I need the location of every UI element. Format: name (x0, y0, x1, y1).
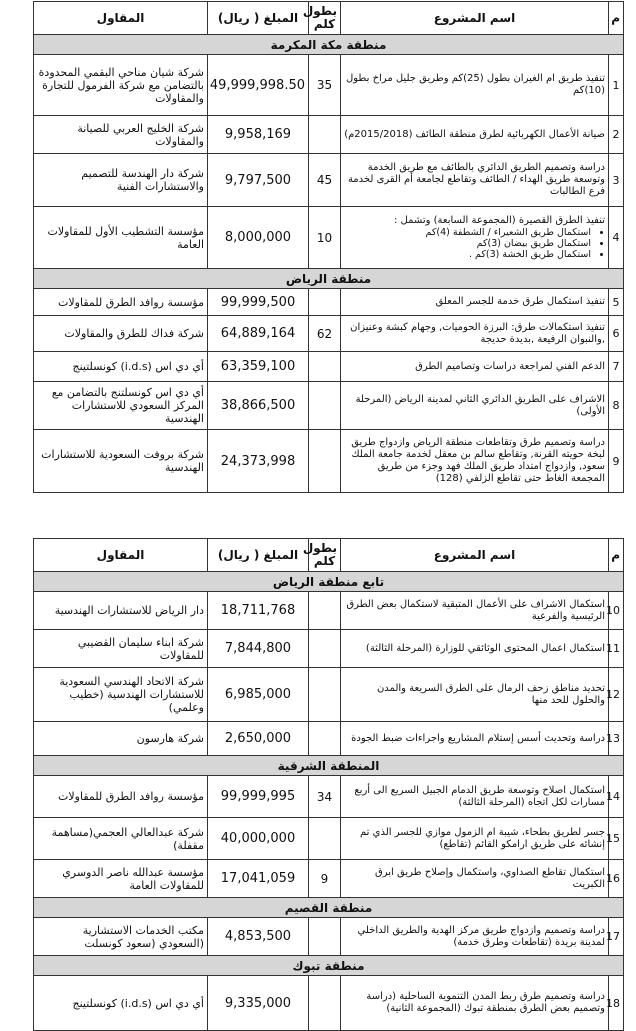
contractor-name: شركة دار الهندسة للتصميم والاستشارات الفنية (34, 154, 208, 207)
table-row (34, 154, 624, 207)
length-km (309, 289, 341, 316)
project-name (341, 289, 609, 316)
contractor-name: شركة عبدالعالي العجمي(مساهمة مقفلة) (34, 818, 208, 860)
row-number: 1 (609, 55, 624, 116)
table-row (34, 430, 624, 493)
amount-sar: 17,041,059 (208, 860, 309, 898)
project-text: تنفيذ طريق ام الغيران بطول (25)كم وطريق جليل مراخ بطول (10)كم (345, 73, 605, 96)
length-km (309, 430, 341, 493)
length-km (309, 592, 341, 630)
region-row (34, 756, 624, 776)
amount-sar: 6,985,000 (208, 668, 309, 722)
contractor-name: أي دي اس كونسلتنج بالتضامن مع المركز السعودي للاستشارات الهندسية (34, 382, 208, 430)
row-number: 10 (609, 592, 624, 630)
contractor-name: مؤسسة روافد الطرق للمقاولات (34, 776, 208, 818)
length-km (309, 382, 341, 430)
row-number: 13 (609, 722, 624, 756)
index-header: م (609, 539, 624, 572)
table-row (34, 776, 624, 818)
row-number: 6 (609, 316, 624, 352)
length-header: بطول كلم (309, 539, 341, 572)
contracts-table-1 (33, 1, 624, 493)
table-row (34, 630, 624, 668)
project-name (341, 668, 609, 722)
row-number: 11 (609, 630, 624, 668)
length-km: 62 (309, 316, 341, 352)
contractor-header: المقاول (34, 2, 208, 35)
project-bullets (344, 227, 605, 260)
project-name (341, 818, 609, 860)
table-row (34, 668, 624, 722)
contractor-name: دار الرياض للاستشارات الهندسية (34, 592, 208, 630)
contractor-name: شركة الخليج العربي للصيانة والمقاولات (34, 116, 208, 154)
contractor-name: شركة ابناء سليمان القضيبي للمقاولات (34, 630, 208, 668)
amount-header: المبلغ ( ريال) (208, 2, 309, 35)
row-number: 15 (609, 818, 624, 860)
row-number: 4 (609, 207, 624, 269)
project-text: دراسة وتحديث أسس إستلام المشاريع واجراءات ضبط الجودة (351, 732, 605, 744)
region-row (34, 269, 624, 289)
amount-sar: 2,650,000 (208, 722, 309, 756)
amount-sar: 9,958,169 (208, 116, 309, 154)
amount-sar: 49,999,998.50 (208, 55, 309, 116)
project-text: تنفيذ استكمال طرق خدمة للجسر المعلق (435, 296, 605, 307)
project-text: تحديد مناطق زحف الرمال على الطرق السريعة والمدن والحلول للحد منها (376, 682, 605, 706)
project-name (341, 722, 609, 756)
row-number: 7 (609, 352, 624, 382)
project-name (341, 55, 609, 116)
length-km (309, 818, 341, 860)
row-number: 2 (609, 116, 624, 154)
length-km (309, 668, 341, 722)
region-row (34, 572, 624, 592)
table-row (34, 207, 624, 269)
project-name (341, 207, 609, 269)
region-title: منطقة مكة المكرمة (34, 35, 624, 55)
amount-sar: 8,000,000 (208, 207, 309, 269)
project-name (341, 316, 609, 352)
table-row (34, 918, 624, 956)
header-row (34, 539, 624, 572)
contracts-table-2 (33, 538, 624, 1031)
project-bullet: • استكمال طريق بيضان (3)كم (344, 238, 591, 249)
length-km (309, 722, 341, 756)
amount-header: المبلغ ( ريال) (208, 539, 309, 572)
project-text: تنفيذ استكمالات طرق: البرزة الحوميات, وجهام كبشة وعنيزان ,والنبوان الرفيعة ,بديدة حديجة (350, 321, 605, 345)
amount-sar: 24,373,998 (208, 430, 309, 493)
length-header: بطول كلم (309, 2, 341, 35)
table-row (34, 592, 624, 630)
length-km (309, 976, 341, 1031)
row-number: 14 (609, 776, 624, 818)
contractor-name: شركة فداك للطرق والمقاولات (34, 316, 208, 352)
region-title: منطقة تبوك (34, 956, 624, 976)
length-km (309, 630, 341, 668)
project-name (341, 116, 609, 154)
project-text: تنفيذ الطرق القصيرة (المجموعة السابعة) وتشمل : (394, 215, 605, 226)
amount-sar: 38,866,500 (208, 382, 309, 430)
contractor-name: شركة هارسون (34, 722, 208, 756)
project-text: دراسة وتصميم الطريق الدائري بالطائف مع طريق الخدمة وتوسعة طريق الهداء / الطائف وتقاطع لجامعة أم القرى لخدمة فرع الطالبات (347, 162, 605, 197)
project-text: صيانة الأعمال الكهربائية لطرق منطقة الطائف (2015/2018م) (344, 128, 605, 140)
region-title: تابع منطقة الرياض (34, 572, 624, 592)
row-number: 16 (609, 860, 624, 898)
table-row (34, 722, 624, 756)
project-name (341, 352, 609, 382)
amount-sar: 4,853,500 (208, 918, 309, 956)
contractor-name: أي دي اس (i.d.s) كونسلتينج (34, 352, 208, 382)
project-name (341, 976, 609, 1031)
table-row (34, 818, 624, 860)
project-text: دراسة وتصميم طرق ربط المدن التنموية الساحلية (دراسة وتصميم بعض الطرق بمنطقة تبوك (المجموعة الثانية) (366, 991, 605, 1014)
row-number: 12 (609, 668, 624, 722)
region-title: منطقة القصيم (34, 898, 624, 918)
row-number: 9 (609, 430, 624, 493)
amount-sar: 99,999,995 (208, 776, 309, 818)
project-name (341, 382, 609, 430)
contractor-header: المقاول (34, 539, 208, 572)
contractor-name: شركة شيان مناحي البقمي المحدودة بالتضامن مع شركة الفرمول للتجارة والمقاولات (34, 55, 208, 116)
length-km: 35 (309, 55, 341, 116)
project-text: دراسة وتصميم وازدواج طريق مركز الهدية والطريق الداخلي لمدينة بريدة (تقاطعات وطرق خدمة) (357, 924, 605, 948)
project-text: استكمال تقاطع الصداوي، واستكمال وإصلاح طريق ابرق الكبريت (374, 866, 605, 890)
project-text: استكمال الاشراف على الأعمال المتبقية لاستكمال بعض الطرق الرئيسية والفرعية (346, 598, 605, 622)
project-text: دراسة وتصميم طرق وتقاطعات منطقة الرياض وازدواج طريق لبخة حويته القرنة, وتقاطع سالم بن معقل لخدمة جامعة الملك سعود, وازدواج امتداد طريق الملك فهد وجزء من طريق المجمعة الغاط حتى تقاطع الزلفي (128) (351, 437, 605, 484)
contractor-name: مكتب الخدمات الاستشارية (السعودي (سعود كونسلت (34, 918, 208, 956)
region-row (34, 898, 624, 918)
amount-sar: 64,889,164 (208, 316, 309, 352)
project-name (341, 430, 609, 493)
length-km: 9 (309, 860, 341, 898)
project-bullet: • استكمال طريق الشعيراء / الشطفة (4)كم (344, 227, 591, 238)
row-number: 5 (609, 289, 624, 316)
table-row (34, 316, 624, 352)
contractor-name: مؤسسة روافد الطرق للمقاولات (34, 289, 208, 316)
project-name (341, 592, 609, 630)
amount-sar: 63,359,100 (208, 352, 309, 382)
row-number: 17 (609, 918, 624, 956)
length-km (309, 918, 341, 956)
table-row (34, 289, 624, 316)
amount-sar: 9,797,500 (208, 154, 309, 207)
amount-sar: 18,711,768 (208, 592, 309, 630)
region-row (34, 35, 624, 55)
table-row (34, 55, 624, 116)
contractor-name: شركة الاتحاد الهندسي السعودية للاستشارات الهندسية (خطيب وعلمي) (34, 668, 208, 722)
table-row (34, 352, 624, 382)
table-row (34, 382, 624, 430)
project-name (341, 154, 609, 207)
row-number: 3 (609, 154, 624, 207)
table-row (34, 860, 624, 898)
length-km (309, 116, 341, 154)
amount-sar: 9,335,000 (208, 976, 309, 1031)
length-km: 45 (309, 154, 341, 207)
header-row (34, 2, 624, 35)
region-row (34, 956, 624, 976)
project-name (341, 776, 609, 818)
amount-sar: 40,000,000 (208, 818, 309, 860)
contractor-name: مؤسسة التشطيب الأول للمقاولات العامة (34, 207, 208, 269)
project-header: اسم المشروع (341, 539, 609, 572)
project-text: الاشراف على الطريق الدائري الثاني لمدينة الرياض (المرحلة الأولى) (355, 393, 605, 417)
project-bullet: • استكمال طريق الخشة (3)كم . (344, 249, 591, 260)
project-name (341, 918, 609, 956)
length-km (309, 352, 341, 382)
project-text: الدعم الفني لمراجعة دراسات وتصاميم الطرق (415, 360, 605, 372)
project-text: استكمال اعمال المحتوى الوثائقي للوزارة (المرحلة الثالثة) (365, 642, 605, 654)
project-name (341, 860, 609, 898)
contractor-name: مؤسسة عبدالله ناصر الدوسري للمقاولات العامة (34, 860, 208, 898)
length-km: 10 (309, 207, 341, 269)
length-km: 34 (309, 776, 341, 818)
project-header: اسم المشروع (341, 2, 609, 35)
index-header: م (609, 2, 624, 35)
table-row (34, 976, 624, 1031)
project-name (341, 630, 609, 668)
amount-sar: 7,844,800 (208, 630, 309, 668)
contractor-name: أي دي اس (i.d.s) كونسلتينج (34, 976, 208, 1031)
table-row (34, 116, 624, 154)
project-text: جسر لطريق بطحاء، شيبة ام الزمول موازي للجسر الذي تم إنشائه على طريق ارامكو القائم (تقاطع) (360, 826, 605, 850)
row-number: 18 (609, 976, 624, 1031)
region-title: منطقة الرياض (34, 269, 624, 289)
contractor-name: شركة بروفت السعودية للاستشارات الهندسية (34, 430, 208, 493)
project-text: استكمال اصلاح وتوسعة طريق الدمام الجبيل السريع الى أربع مسارات لكل اتجاه (المرحلة الثالثة) (354, 784, 605, 808)
region-title: المنطقة الشرقية (34, 756, 624, 776)
amount-sar: 99,999,500 (208, 289, 309, 316)
row-number: 8 (609, 382, 624, 430)
